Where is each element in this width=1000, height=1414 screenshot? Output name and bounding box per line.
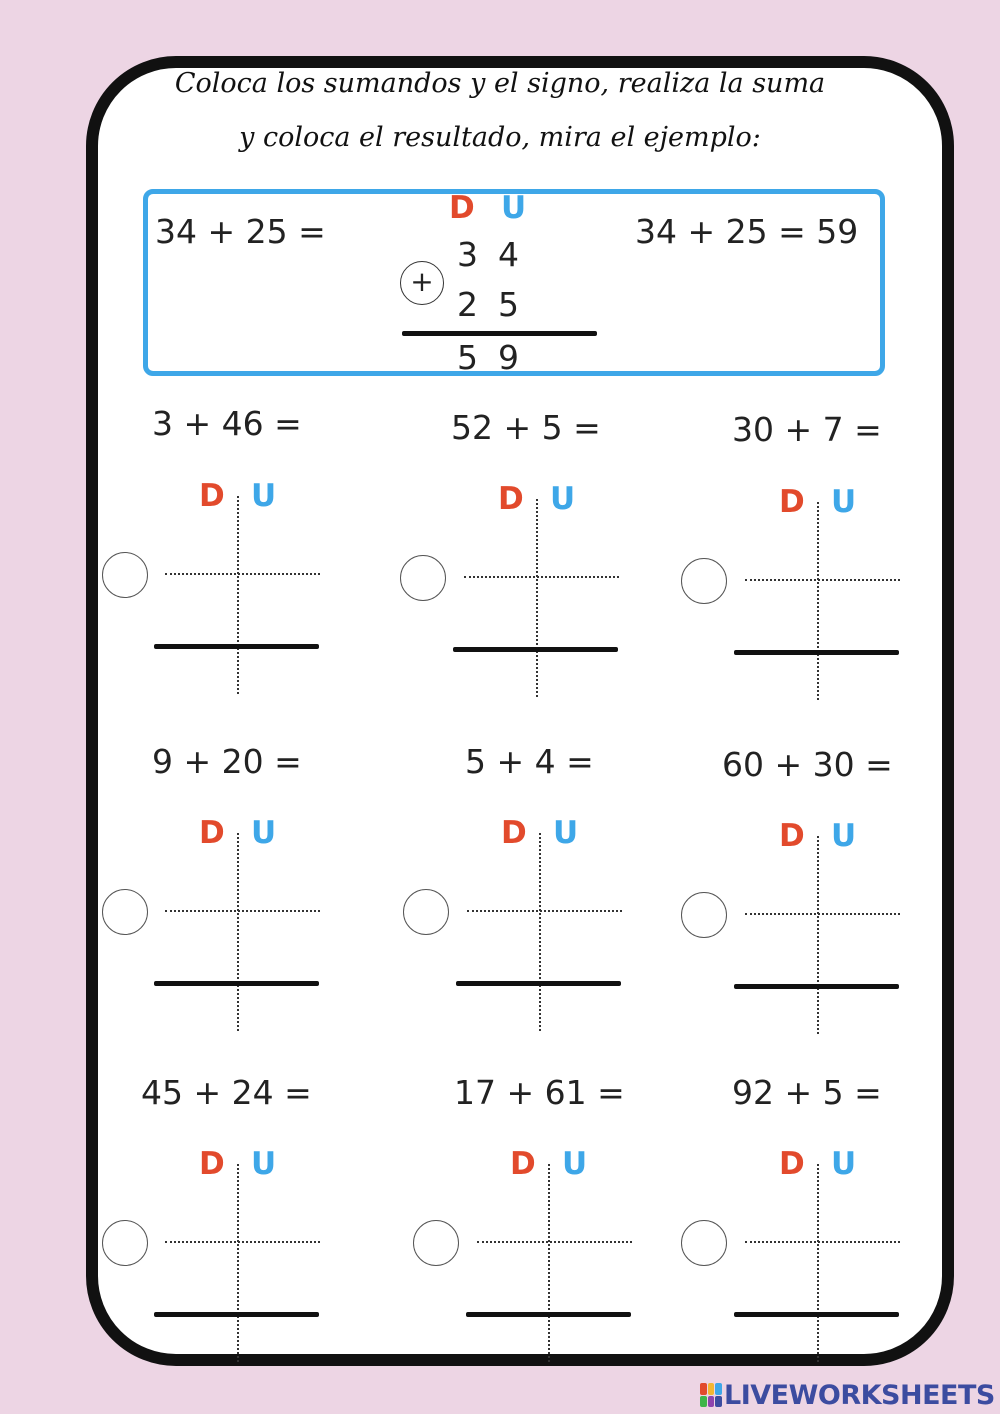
problem-2-u-label: U bbox=[550, 481, 576, 517]
example-full-equation: 34 + 25 = 59 bbox=[635, 212, 859, 251]
problem-9-equation: 92 + 5 = bbox=[732, 1073, 882, 1112]
problem-3-sum-line bbox=[734, 650, 899, 655]
problem-4-d-label: D bbox=[199, 815, 225, 851]
problem-7-equation: 45 + 24 = bbox=[141, 1073, 312, 1112]
problem-7-sign-input[interactable] bbox=[102, 1220, 148, 1266]
problem-2-sum-line bbox=[453, 647, 618, 652]
example-top-tens: 3 bbox=[457, 235, 478, 274]
problem-6-column-divider bbox=[817, 836, 819, 1034]
problem-1-addend-line[interactable] bbox=[165, 573, 320, 575]
liveworksheets-logo-icon bbox=[700, 1383, 722, 1407]
problem-4-sum-line bbox=[154, 981, 319, 986]
problem-9-sum-line bbox=[734, 1312, 899, 1317]
problem-7-sum-line bbox=[154, 1312, 319, 1317]
problem-9-d-label: D bbox=[779, 1146, 805, 1182]
problem-5-u-label: U bbox=[553, 815, 579, 851]
problem-3-d-label: D bbox=[779, 484, 805, 520]
problem-1-u-label: U bbox=[251, 478, 277, 514]
problem-7-d-label: D bbox=[199, 1146, 225, 1182]
problem-8-column-divider bbox=[548, 1164, 550, 1362]
problem-6-sum-line bbox=[734, 984, 899, 989]
liveworksheets-logo bbox=[700, 1380, 995, 1410]
example-u-label: U bbox=[501, 190, 527, 226]
problem-4-equation: 9 + 20 = bbox=[152, 742, 302, 781]
problem-8-equation: 17 + 61 = bbox=[454, 1073, 625, 1112]
problem-3-sign-input[interactable] bbox=[681, 558, 727, 604]
problem-6-sign-input[interactable] bbox=[681, 892, 727, 938]
problem-5-sum-line bbox=[456, 981, 621, 986]
problem-4-column-divider bbox=[237, 833, 239, 1031]
problem-5-equation: 5 + 4 = bbox=[465, 742, 594, 781]
problem-1-d-label: D bbox=[199, 478, 225, 514]
problem-3-column-divider bbox=[817, 502, 819, 700]
problem-2-equation: 52 + 5 = bbox=[451, 408, 601, 447]
problem-9-sign-input[interactable] bbox=[681, 1220, 727, 1266]
liveworksheets-logo-text: LIVEWORKSHEETS bbox=[724, 1379, 995, 1411]
problem-4-sign-input[interactable] bbox=[102, 889, 148, 935]
example-result-units: 9 bbox=[498, 338, 519, 377]
problem-1-sum-line bbox=[154, 644, 319, 649]
problem-2-sign-input[interactable] bbox=[400, 555, 446, 601]
problem-5-column-divider bbox=[539, 833, 541, 1031]
example-d-label: D bbox=[449, 190, 475, 226]
problem-2-addend-line[interactable] bbox=[464, 576, 619, 578]
problem-8-d-label: D bbox=[510, 1146, 536, 1182]
problem-7-column-divider bbox=[237, 1164, 239, 1362]
problem-6-u-label: U bbox=[831, 818, 857, 854]
problem-6-equation: 60 + 30 = bbox=[722, 745, 893, 784]
problem-1-column-divider bbox=[237, 496, 239, 694]
problem-3-u-label: U bbox=[831, 484, 857, 520]
problem-1-equation: 3 + 46 = bbox=[152, 404, 302, 443]
problem-5-d-label: D bbox=[501, 815, 527, 851]
example-bottom-units: 5 bbox=[498, 285, 519, 324]
example-equation: 34 + 25 = bbox=[155, 212, 326, 251]
example-result-tens: 5 bbox=[457, 338, 478, 377]
problem-9-column-divider bbox=[817, 1164, 819, 1362]
example-sum-line bbox=[402, 331, 597, 336]
problem-8-addend-line[interactable] bbox=[477, 1241, 632, 1243]
problem-5-sign-input[interactable] bbox=[403, 889, 449, 935]
problem-9-addend-line[interactable] bbox=[745, 1241, 900, 1243]
problem-8-u-label: U bbox=[562, 1146, 588, 1182]
problem-8-sum-line bbox=[466, 1312, 631, 1317]
example-top-units: 4 bbox=[498, 235, 519, 274]
problem-2-column-divider bbox=[536, 499, 538, 697]
problem-6-addend-line[interactable] bbox=[745, 913, 900, 915]
example-bottom-tens: 2 bbox=[457, 285, 478, 324]
instruction-line-2: y coloca el resultado, mira el ejemplo: bbox=[239, 122, 761, 153]
problem-4-u-label: U bbox=[251, 815, 277, 851]
problem-2-d-label: D bbox=[498, 481, 524, 517]
problem-5-addend-line[interactable] bbox=[467, 910, 622, 912]
instruction-line-1: Coloca los sumandos y el signo, realiza la suma bbox=[174, 68, 826, 99]
problem-4-addend-line[interactable] bbox=[165, 910, 320, 912]
problem-7-u-label: U bbox=[251, 1146, 277, 1182]
problem-6-d-label: D bbox=[779, 818, 805, 854]
problem-7-addend-line[interactable] bbox=[165, 1241, 320, 1243]
problem-9-u-label: U bbox=[831, 1146, 857, 1182]
example-plus-sign: + bbox=[400, 261, 444, 305]
problem-8-sign-input[interactable] bbox=[413, 1220, 459, 1266]
problem-3-equation: 30 + 7 = bbox=[732, 410, 882, 449]
problem-1-sign-input[interactable] bbox=[102, 552, 148, 598]
problem-3-addend-line[interactable] bbox=[745, 579, 900, 581]
